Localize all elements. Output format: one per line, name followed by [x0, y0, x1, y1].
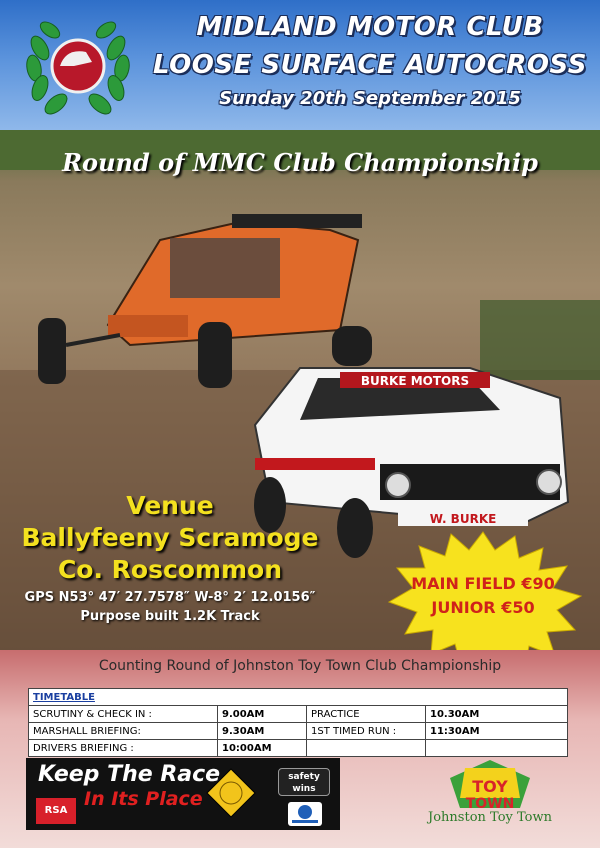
event-date: Sunday 20th September 2015: [219, 88, 521, 109]
svg-text:TOY: TOY: [472, 777, 508, 796]
table-row: [29, 706, 568, 723]
car-sponsor-banner: BURKE MOTORS: [360, 374, 470, 388]
campaign-line2: In Its Place: [84, 788, 203, 810]
track-description: Purpose built 1.2K Track: [80, 609, 260, 624]
wins-text: wins: [292, 784, 316, 794]
table-row: [29, 723, 568, 740]
campaign-line1: Keep The Race: [38, 762, 221, 787]
timetable-time: 10:00AM: [218, 740, 307, 757]
timetable-label: SCRUTINY & CHECK IN :: [29, 706, 218, 723]
timetable-time: [426, 740, 568, 757]
timetable-label: DRIVERS BRIEFING :: [29, 740, 218, 757]
svg-text:TOWN: TOWN: [465, 796, 515, 812]
table-row: [29, 740, 568, 757]
timetable-heading: TIMETABLE: [29, 689, 568, 706]
race-photo: [0, 130, 600, 650]
junior-price: JUNIOR €50: [431, 598, 535, 617]
header-banner: [0, 0, 600, 130]
motorsport-ireland-logo: [288, 802, 322, 826]
road-sign-icon: [206, 768, 256, 818]
timetable-label: [307, 740, 426, 757]
championship-title: Round of MMC Club Championship: [62, 148, 538, 177]
timetable-label: PRACTICE: [307, 706, 426, 723]
timetable-time: 10.30AM: [426, 706, 568, 723]
buggy-car: [38, 214, 372, 388]
laurel-helmet-logo: [18, 8, 138, 120]
venue-line2: Co. Roscommon: [57, 555, 283, 584]
event-name: LOOSE SURFACE AUTOCROSS: [153, 50, 587, 80]
toy-town-name: Johnston Toy Town: [428, 810, 552, 825]
timetable-time: 9.00AM: [218, 706, 307, 723]
main-field-price: MAIN FIELD €90: [411, 574, 555, 593]
venue-line1: Ballyfeeny Scramoge: [21, 523, 319, 552]
timetable-time: 9.30AM: [218, 723, 307, 740]
gps-coordinates: GPS N53° 47′ 27.7578″ W-8° 2′ 12.0156″: [24, 590, 316, 605]
timetable-label: 1ST TIMED RUN :: [307, 723, 426, 740]
timetable: [28, 688, 568, 757]
car-bumper-text: W. BURKE: [429, 512, 497, 526]
venue-heading: Venue: [126, 491, 214, 520]
safety-wins-logo: [278, 768, 330, 796]
keep-the-race-banner: [26, 758, 340, 830]
club-name: MIDLAND MOTOR CLUB: [196, 12, 544, 42]
timetable-label: MARSHALL BRIEFING:: [29, 723, 218, 740]
timetable-time: 11:30AM: [426, 723, 568, 740]
info-footer: [0, 650, 600, 848]
counting-round-text: Counting Round of Johnston Toy Town Club Championship: [98, 658, 502, 674]
venue-block: [10, 490, 330, 624]
toy-town-logo-icon: [420, 758, 560, 838]
safety-text: safety: [288, 772, 320, 782]
rsa-logo: RSA: [36, 798, 76, 824]
